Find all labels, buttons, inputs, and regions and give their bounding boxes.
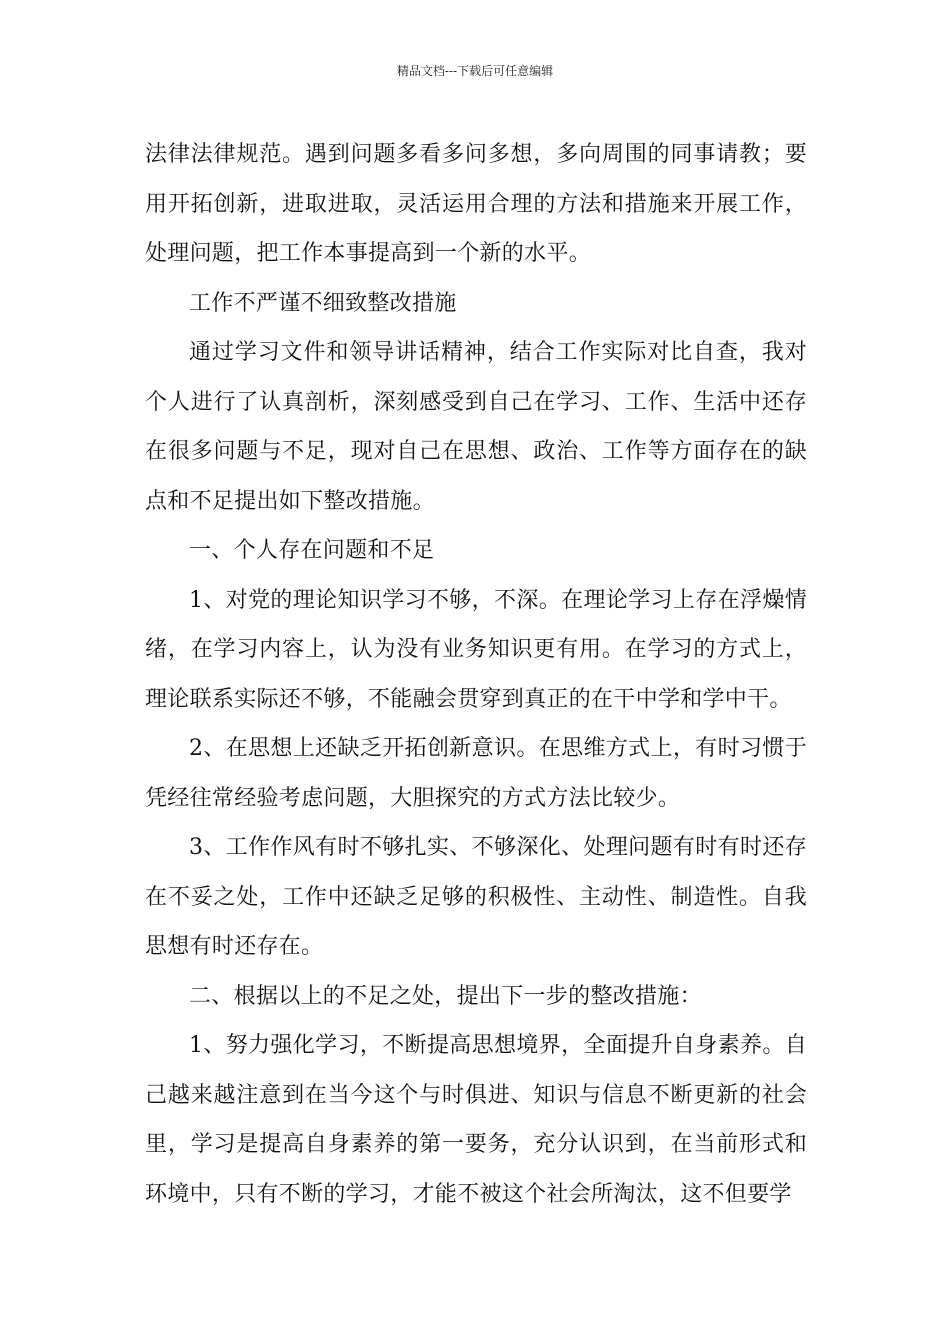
list-item: 3、工作作风有时不够扎实、不够深化、处理问题有时有时还存在不妥之处，工作中还缺乏足够的积极性、主动性、制造性。自我思想有时还存在。: [145, 835, 807, 959]
section-title: 工作不严谨不细致整改措施: [189, 290, 457, 316]
paragraph: 法律法律规范。遇到问题多看多问多想，多向周围的同事请教；要用开拓创新，进取进取，灵活运用合理的方法和措施来开展工作，处理问题，把工作本事提高到一个新的水平。: [145, 142, 807, 266]
section-heading: 二、根据以上的不足之处，提出下一步的整改措施：: [189, 983, 702, 1009]
page-header: 精品文档---下载后可任意编辑: [396, 64, 554, 78]
document-body: [145, 130, 807, 1219]
section-heading: 一、个人存在问题和不足: [189, 538, 435, 563]
list-item: 2、在思想上还缺乏开拓创新意识。在思维方式上，有时习惯于凭经往常经验考虑问题，大胆探究的方式方法比较少。: [145, 736, 807, 811]
paragraph: 通过学习文件和领导讲话精神，结合工作实际对比自查，我对个人进行了认真剖析，深刻感受到自己在学习、工作、生活中还存在很多问题与不足，现对自己在思想、政治、工作等方面存在的缺点和不足提出如下整改措施。: [145, 340, 807, 514]
list-item: 1、努力强化学习，不断提高思想境界，全面提升自身素养。自己越来越注意到在当今这个与时俱进、知识与信息不断更新的社会里，学习是提高自身素养的第一要务，充分认识到，在当前形式和环境中，只有不断的学习，才能不被这个社会所淘汰，这不但要学: [145, 1033, 807, 1207]
list-item: 1、对党的理论知识学习不够，不深。在理论学习上存在浮燥情绪，在学习内容上，认为没有业务知识更有用。在学习的方式上，理论联系实际还不够，不能融会贯穿到真正的在干中学和学中干。: [145, 587, 807, 712]
